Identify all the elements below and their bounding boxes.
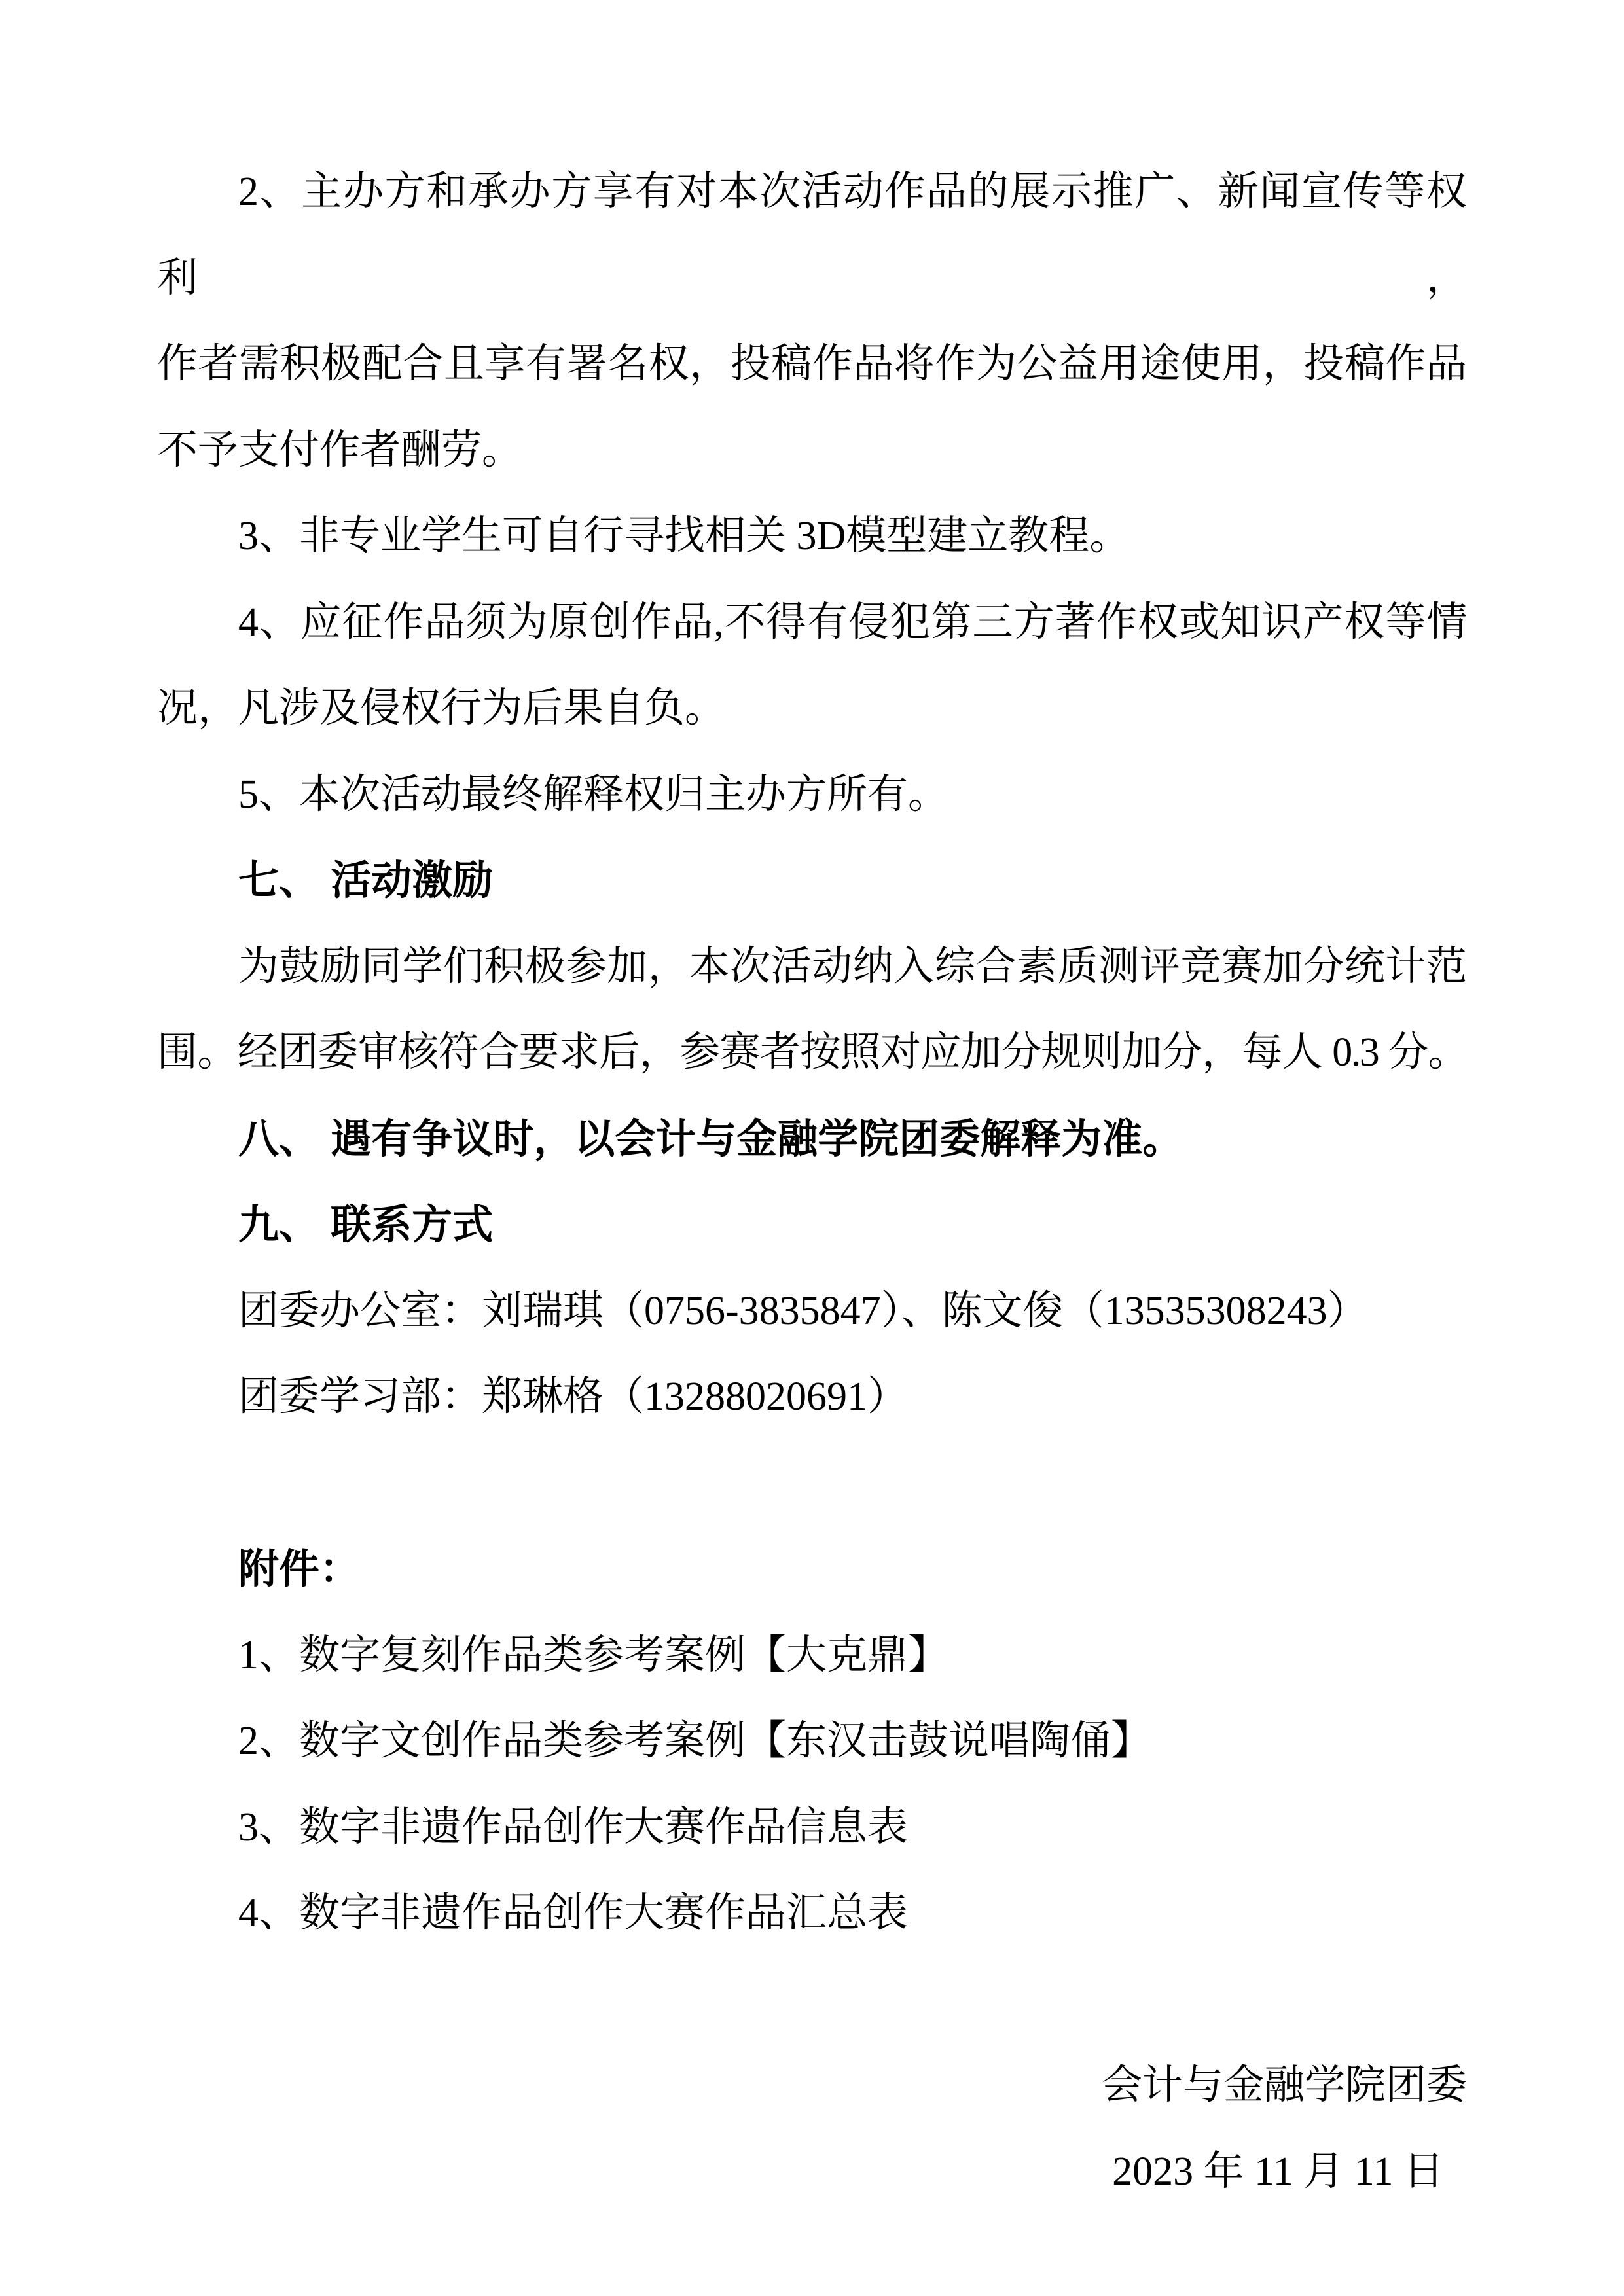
clause-2-line2: 作者需积极配合且享有署名权，投稿作品将作为公益用途使用，投稿作品 [157,342,1467,386]
heading-8-dispute: 八、 遇有争议时，以会计与金融学院团委解释为准。 [238,1116,1183,1162]
clause-5: 5、本次活动最终解释权归主办方所有。 [238,772,949,817]
incentive-line2: 围。经团委审核符合要求后，参赛者按照对应加分规则加分，每人 0.3 分。 [157,1030,1467,1075]
clause-2-line1: 2、主办方和承办方享有对本次活动作品的展示推广、新闻宣传等权利， [157,170,1467,300]
incentive-line1: 为鼓励同学们积极参加，本次活动纳入综合素质测评竞赛加分统计范 [238,944,1467,989]
document-body-text [157,149,1467,2215]
attachments-label: 附件： [238,1547,361,1592]
heading-7-incentive: 七、 活动激励 [238,858,494,903]
contact-study-dept: 团委学习部：郑琳格（13288020691） [238,1374,909,1419]
clause-4-line2: 况，凡涉及侵权行为后果自负。 [157,686,726,730]
attachment-item-3: 3、数字非遗作品创作大赛作品信息表 [238,1804,909,1850]
signature-org: 会计与金融学院团委 [1101,2063,1467,2108]
attachment-item-4: 4、数字非遗作品创作大赛作品汇总表 [238,1891,909,1935]
clause-3: 3、非专业学生可自行寻找相关 3D模型建立教程。 [238,514,1130,558]
heading-9-contact: 九、 联系方式 [238,1202,494,1247]
signature-date: 2023 年 11 月 11 日 [1112,2149,1444,2194]
clause-4-line1: 4、应征作品须为原创作品,不得有侵犯第三方著作权或知识产权等情 [238,600,1467,645]
blank-line [157,1957,1467,2043]
clause-2-line3: 不予支付作者酬劳。 [157,427,523,473]
blank-line [157,1441,1467,1527]
attachment-item-1: 1、数字复刻作品类参考案例【大克鼎】 [238,1632,949,1677]
contact-office: 团委办公室：刘瑞琪（0756-3835847）、陈文俊（13535308243） [238,1288,1368,1333]
attachment-item-2: 2、数字文创作品类参考案例【东汉击鼓说唱陶俑】 [238,1719,1152,1763]
